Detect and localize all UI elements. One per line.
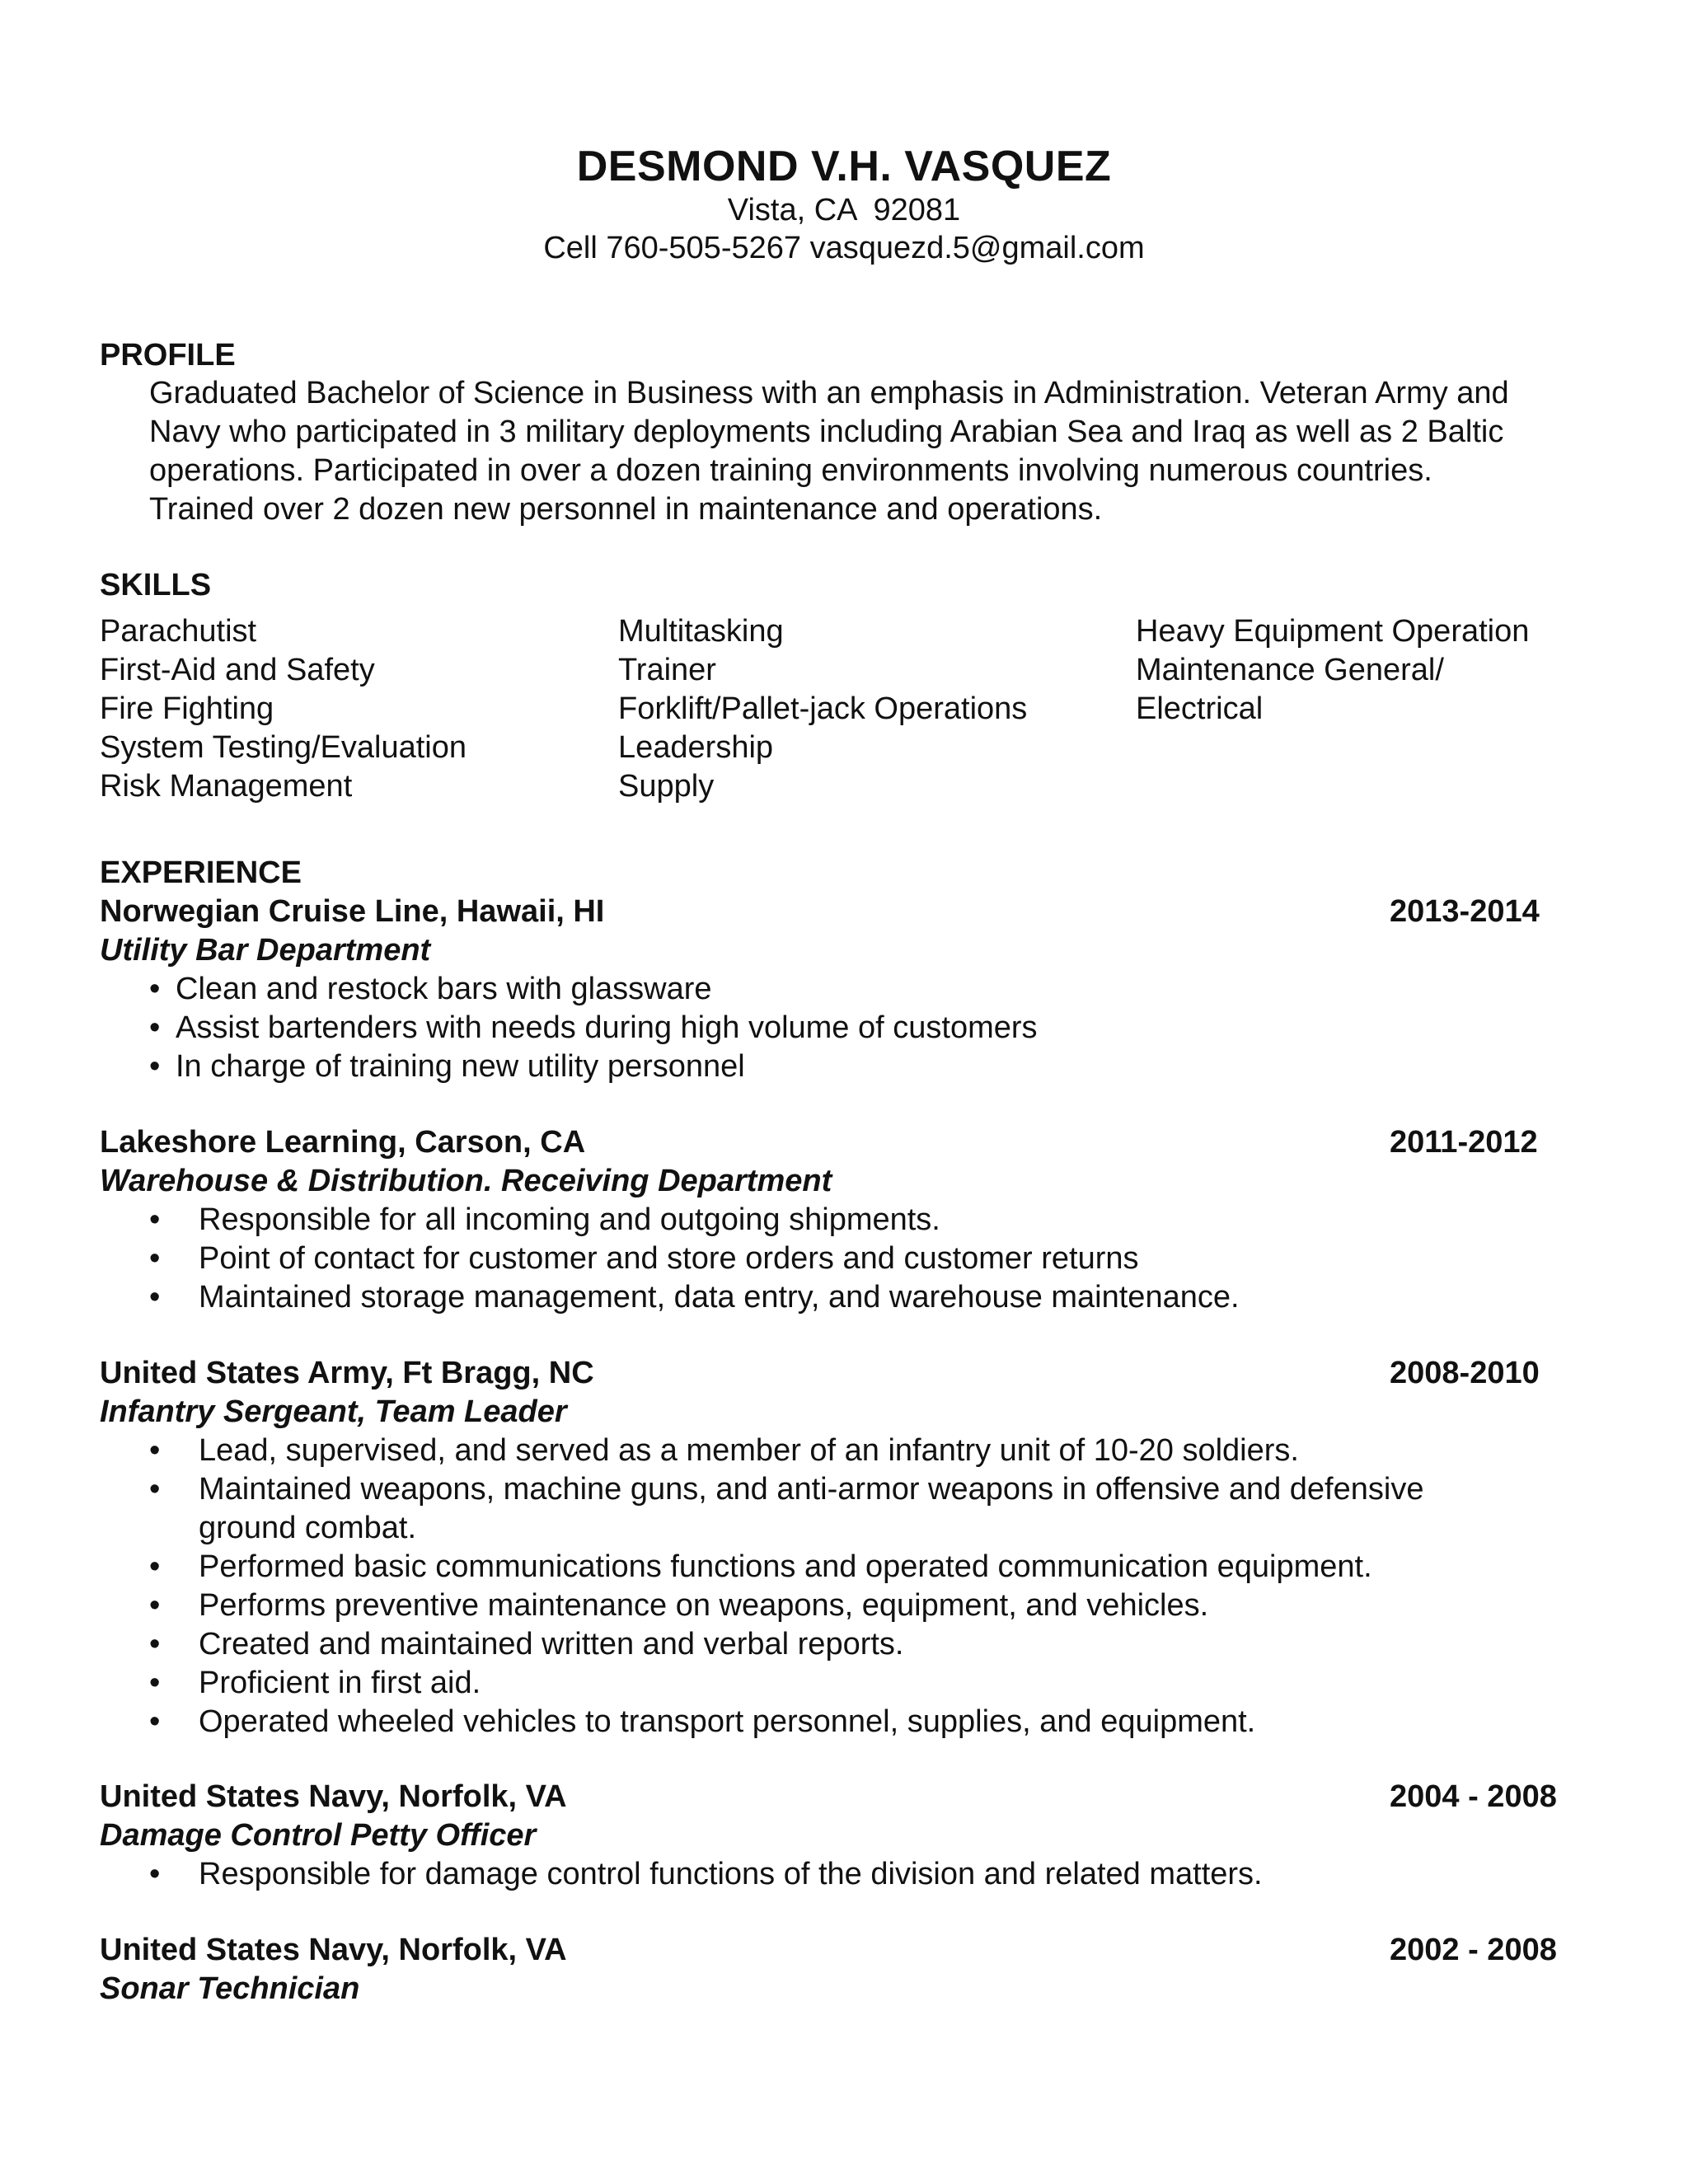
job-role: Infantry Sergeant, Team Leader bbox=[100, 1394, 567, 1429]
job-role: Utility Bar Department bbox=[100, 933, 431, 968]
job-dates: 2011-2012 bbox=[1390, 1125, 1538, 1160]
bullet-marker: • bbox=[149, 1472, 161, 1507]
skills-column-3 bbox=[1136, 612, 1529, 729]
job-bullet: • Lead, supervised, and served as a member of an infantry unit of 10-20 soldiers. bbox=[100, 1432, 1517, 1470]
job-employer: United States Navy, Norfolk, VA bbox=[100, 1933, 567, 1967]
skill-item: Heavy Equipment Operation bbox=[1136, 614, 1530, 649]
profile-line: Navy who participated in 3 military deployments including Arabian Sea and Iraq as well as 2 Baltic bbox=[149, 415, 1504, 449]
job-role: Damage Control Petty Officer bbox=[100, 1818, 537, 1853]
job-bullet: • Maintained storage management, data entry, and warehouse maintenance. bbox=[100, 1278, 1583, 1317]
job-bullet: • Responsible for all incoming and outgoing shipments. bbox=[100, 1201, 1583, 1240]
job-employer: Lakeshore Learning, Carson, CA bbox=[100, 1125, 586, 1160]
job-bullet: • In charge of training new utility personnel bbox=[100, 1047, 1583, 1086]
skill-item: First-Aid and Safety bbox=[100, 653, 375, 687]
bullet-marker: • bbox=[149, 1049, 161, 1084]
profile-line: Graduated Bachelor of Science in Business with an emphasis in Administration. Veteran Army and bbox=[149, 376, 1509, 410]
bullet-marker: • bbox=[149, 1704, 161, 1739]
job-bullet: • Clean and restock bars with glassware bbox=[100, 970, 1583, 1009]
job-bullet: • Created and maintained written and verbal reports. bbox=[100, 1625, 1517, 1664]
job-bullet: • Operated wheeled vehicles to transport personnel, supplies, and equipment. bbox=[100, 1703, 1517, 1741]
skill-item: Supply bbox=[618, 769, 715, 804]
skill-item: Multitasking bbox=[618, 614, 784, 649]
skills-grid bbox=[100, 612, 1583, 810]
profile-text bbox=[149, 374, 1688, 529]
job-bullets bbox=[100, 1855, 1583, 1894]
bullet-marker: • bbox=[149, 1280, 161, 1315]
skills-column-1 bbox=[100, 612, 467, 806]
job-role: Sonar Technician bbox=[100, 1971, 360, 2006]
job-bullet: • Responsible for damage control functions of the division and related matters. bbox=[100, 1855, 1583, 1894]
job-bullet: • Proficient in first aid. bbox=[100, 1664, 1517, 1703]
bullet-marker: • bbox=[149, 1857, 161, 1891]
job-dates: 2004 - 2008 bbox=[1390, 1779, 1557, 1814]
job-entry bbox=[100, 1123, 1583, 1317]
skills-heading: SKILLS bbox=[100, 568, 212, 602]
job-dates: 2013-2014 bbox=[1390, 894, 1540, 929]
skills-section bbox=[100, 566, 1583, 810]
bullet-marker: • bbox=[149, 1202, 161, 1237]
skill-item: Forklift/Pallet-jack Operations bbox=[618, 691, 1028, 726]
profile-section bbox=[100, 336, 1583, 529]
skill-item: Parachutist bbox=[100, 614, 257, 649]
experience-section bbox=[100, 854, 1583, 892]
skill-item: Leadership bbox=[618, 730, 774, 765]
job-dates: 2002 - 2008 bbox=[1390, 1933, 1557, 1967]
profile-line: Trained over 2 dozen new personnel in maintenance and operations. bbox=[149, 492, 1103, 527]
job-entry bbox=[100, 893, 1583, 1086]
bullet-marker: • bbox=[149, 1010, 161, 1045]
applicant-contact: Cell 760-505-5267 vasquezd.5@gmail.com bbox=[543, 231, 1145, 265]
resume-header bbox=[0, 142, 1688, 267]
bullet-marker: • bbox=[149, 972, 161, 1006]
job-bullet: • Point of contact for customer and store orders and customer returns bbox=[100, 1240, 1583, 1278]
profile-heading: PROFILE bbox=[100, 338, 236, 373]
job-entry bbox=[100, 1778, 1583, 1894]
job-dates: 2008-2010 bbox=[1390, 1356, 1540, 1390]
skill-item: Fire Fighting bbox=[100, 691, 274, 726]
job-bullet: • Maintained weapons, machine guns, and anti-armor weapons in offensive and defensive ground combat. bbox=[149, 1472, 1424, 1545]
job-bullets bbox=[100, 1201, 1583, 1317]
bullet-marker: • bbox=[149, 1588, 161, 1623]
job-employer: Norwegian Cruise Line, Hawaii, HI bbox=[100, 894, 605, 929]
job-entry bbox=[100, 1931, 1583, 2008]
skill-item: Maintenance General/ bbox=[1136, 653, 1444, 687]
skill-item: Electrical bbox=[1136, 691, 1264, 726]
job-entry bbox=[100, 1354, 1583, 1741]
applicant-location: Vista, CA 92081 bbox=[727, 193, 961, 227]
experience-heading: EXPERIENCE bbox=[100, 855, 302, 890]
job-role: Warehouse & Distribution. Receiving Department bbox=[100, 1164, 832, 1198]
job-bullets bbox=[100, 1432, 1517, 1741]
bullet-marker: • bbox=[149, 1433, 161, 1468]
skills-column-2 bbox=[618, 612, 1027, 806]
job-bullet: • Performed basic communications functions and operated communication equipment. bbox=[100, 1548, 1517, 1586]
skill-item: Trainer bbox=[618, 653, 716, 687]
job-bullet: • Performs preventive maintenance on weapons, equipment, and vehicles. bbox=[100, 1586, 1517, 1625]
bullet-marker: • bbox=[149, 1549, 161, 1584]
bullet-marker: • bbox=[149, 1627, 161, 1661]
applicant-name: DESMOND V.H. VASQUEZ bbox=[576, 143, 1112, 190]
bullet-marker: • bbox=[149, 1241, 161, 1276]
job-employer: United States Army, Ft Bragg, NC bbox=[100, 1356, 594, 1390]
profile-line: operations. Participated in over a dozen training environments involving numerous countries. bbox=[149, 453, 1432, 488]
job-employer: United States Navy, Norfolk, VA bbox=[100, 1779, 567, 1814]
bullet-marker: • bbox=[149, 1666, 161, 1700]
skill-item: Risk Management bbox=[100, 769, 353, 804]
skill-item: System Testing/Evaluation bbox=[100, 730, 467, 765]
job-bullets bbox=[100, 970, 1583, 1086]
job-bullet: • Assist bartenders with needs during high volume of customers bbox=[100, 1009, 1583, 1047]
